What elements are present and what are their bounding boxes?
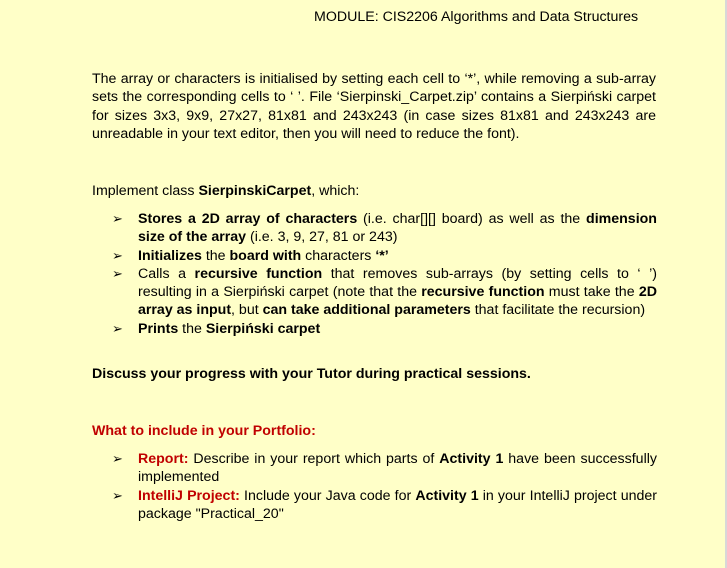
implement-prefix: Implement class [92, 183, 199, 199]
discuss-line: Discuss your progress with your Tutor during practical sessions. [92, 366, 531, 382]
list-item: ➢ Stores a 2D array of characters (i.e. char[][] board) as well as the dimension size of the array (i.e. 3, 9, 27, 81 or 243) [112, 211, 657, 246]
arrow-bullet-icon: ➢ [112, 211, 123, 226]
arrow-bullet-icon: ➢ [112, 451, 123, 466]
portfolio-heading: What to include in your Portfolio: [92, 423, 316, 439]
arrow-bullet-icon: ➢ [112, 320, 123, 336]
arrow-bullet-icon: ➢ [112, 247, 123, 263]
list-item: ➢ Calls a recursive function that removes sub-arrays (by setting cells to ‘ ’) resulting in a Sierpiński carpet (note that the recursive function must take the 2D array as input, but can take additional parameters that facilitate the recursion) [112, 265, 657, 319]
implement-suffix: , which: [311, 183, 360, 199]
portfolio-list [112, 450, 657, 523]
list-item: ➢ IntelliJ Project: Include your Java code for Activity 1 in your IntelliJ project under package "Practical_20" [112, 487, 658, 522]
arrow-bullet-icon: ➢ [112, 487, 123, 503]
list-item: ➢ Initializes the board with characters ‘*’ [112, 247, 389, 264]
implement-line [92, 182, 656, 200]
requirements-list [112, 210, 657, 338]
intro-paragraph: The array or characters is initialised by setting each cell to ‘*’, while removing a sub-array sets the corresponding cells to ‘ ’. File ‘Sierpinski_Carpet.zip’ contains a Sierpiński carpet for sizes 3x3, 9x9, 27x27, 81x81 and 243x243 (in case sizes 81x81 and 243x243 are unreadable in your text editor, then you will need to reduce the font). [92, 71, 656, 142]
arrow-bullet-icon: ➢ [112, 265, 123, 281]
module-header: MODULE: CIS2206 Algorithms and Data Structures [314, 9, 639, 25]
list-item: ➢ Report: Describe in your report which parts of Activity 1 have been successfully implemented [112, 451, 657, 486]
class-name: SierpinskiCarpet [198, 183, 312, 199]
list-item: ➢ Prints the Sierpiński carpet [112, 320, 321, 337]
